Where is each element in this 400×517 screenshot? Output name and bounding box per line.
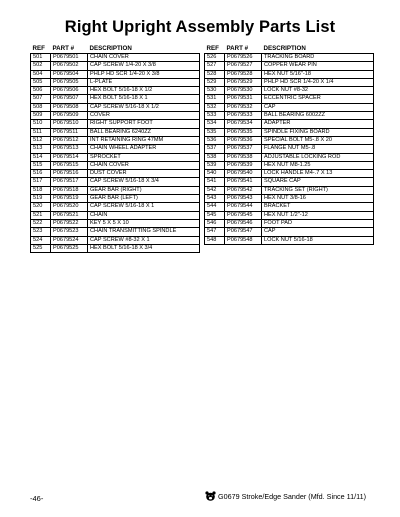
- ref-cell: 514: [31, 153, 51, 161]
- ref-cell: 546: [205, 219, 225, 227]
- ref-cell: 523: [31, 228, 51, 236]
- part-number-cell: P0679535: [225, 128, 262, 136]
- ref-cell: 541: [205, 178, 225, 186]
- table-row: [205, 186, 374, 194]
- ref-header: REF: [32, 45, 45, 52]
- ref-cell: 517: [31, 178, 51, 186]
- part-header: PART #: [52, 45, 75, 52]
- description-cell: GEAR BAR (LEFT): [88, 195, 200, 203]
- ref-cell: 525: [31, 244, 51, 252]
- ref-cell: 506: [31, 87, 51, 95]
- description-cell: CAP SCREW 1/4-20 X 3/8: [88, 62, 200, 70]
- part-number-cell: P0679541: [225, 178, 262, 186]
- table-row: [31, 87, 200, 95]
- document-title: G0679 Stroke/Edge Sander (Mfd. Since 11/11): [218, 492, 366, 501]
- table-row: [205, 236, 374, 244]
- ref-cell: 501: [31, 54, 51, 62]
- ref-cell: 510: [31, 120, 51, 128]
- description-cell: CAP: [262, 103, 374, 111]
- table-row: [205, 54, 374, 62]
- table-row: [31, 211, 200, 219]
- description-cell: TRACKING BOARD: [262, 54, 374, 62]
- table-row: [205, 219, 374, 227]
- ref-cell: 531: [205, 95, 225, 103]
- part-number-cell: P0679536: [225, 136, 262, 144]
- description-cell: CHAIN WHEEL ADAPTER: [88, 145, 200, 153]
- table-row: [31, 236, 200, 244]
- ref-cell: 532: [205, 103, 225, 111]
- part-number-cell: P0679514: [51, 153, 88, 161]
- table-header-row: [205, 45, 374, 54]
- description-cell: CHAIN: [88, 211, 200, 219]
- description-cell: BALL BEARING 6240ZZ: [88, 128, 200, 136]
- ref-cell: 512: [31, 136, 51, 144]
- description-cell: LOCK HANDLE M4-.7 X 13: [262, 170, 374, 178]
- part-number-cell: P0679540: [225, 170, 262, 178]
- part-number-cell: P0679509: [51, 112, 88, 120]
- parts-table-left: [30, 45, 199, 253]
- table-row: [31, 161, 200, 169]
- part-number-cell: P0679507: [51, 95, 88, 103]
- table-row: [205, 112, 374, 120]
- description-cell: PHLP HD SCR 1/4-20 X 1/4: [262, 78, 374, 86]
- part-number-cell: P0679517: [51, 178, 88, 186]
- part-number-cell: P0679513: [51, 145, 88, 153]
- part-number-cell: P0679538: [225, 153, 262, 161]
- page-number: -46-: [30, 494, 44, 503]
- description-cell: GEAR BAR (RIGHT): [88, 186, 200, 194]
- description-cell: INT RETAINING RING 47MM: [88, 136, 200, 144]
- part-number-cell: P0679543: [225, 195, 262, 203]
- ref-cell: 504: [31, 70, 51, 78]
- ref-cell: 539: [205, 161, 225, 169]
- ref-cell: 509: [31, 112, 51, 120]
- part-number-cell: P0679512: [51, 136, 88, 144]
- table-row: [205, 228, 374, 236]
- description-cell: FLANGE NUT M5-.8: [262, 145, 374, 153]
- table-row: [31, 178, 200, 186]
- description-cell: ADJUSTABLE LOCKING ROD: [262, 153, 374, 161]
- table-row: [205, 145, 374, 153]
- ref-cell: 534: [205, 120, 225, 128]
- table-row: [31, 112, 200, 120]
- ref-cell: 533: [205, 112, 225, 120]
- description-cell: ADAPTER: [262, 120, 374, 128]
- description-cell: CAP SCREW 5/16-18 X 1: [88, 203, 200, 211]
- grizzly-bear-logo-icon: [205, 491, 216, 501]
- description-cell: CAP: [262, 228, 374, 236]
- table-row: [205, 161, 374, 169]
- table-row: [31, 186, 200, 194]
- ref-cell: 505: [31, 78, 51, 86]
- table-row: [205, 136, 374, 144]
- part-number-cell: P0679547: [225, 228, 262, 236]
- part-number-cell: P0679515: [51, 161, 88, 169]
- part-number-cell: P0679529: [225, 78, 262, 86]
- ref-cell: 530: [205, 87, 225, 95]
- ref-cell: 519: [31, 195, 51, 203]
- part-number-cell: P0679504: [51, 70, 88, 78]
- table-header-row: [31, 45, 200, 54]
- part-number-cell: P0679548: [225, 236, 262, 244]
- description-cell: BALL BEARING 6002ZZ: [262, 112, 374, 120]
- part-number-cell: P0679518: [51, 186, 88, 194]
- description-cell: COVER: [88, 112, 200, 120]
- ref-cell: 527: [205, 62, 225, 70]
- part-number-cell: P0679545: [225, 211, 262, 219]
- ref-cell: 513: [31, 145, 51, 153]
- table-row: [205, 195, 374, 203]
- part-number-cell: P0679519: [51, 195, 88, 203]
- table-row: [205, 87, 374, 95]
- description-cell: SQUARE CAP: [262, 178, 374, 186]
- table-row: [31, 78, 200, 86]
- table-row: [31, 145, 200, 153]
- table-row: [31, 228, 200, 236]
- part-number-cell: P0679501: [51, 54, 88, 62]
- ref-cell: 540: [205, 170, 225, 178]
- table-row: [205, 203, 374, 211]
- description-cell: HEX NUT M8-1.25: [262, 161, 374, 169]
- description-cell: DUST COVER: [88, 170, 200, 178]
- table-row: [31, 219, 200, 227]
- description-cell: CAP SCREW #8-32 X 1: [88, 236, 200, 244]
- table-row: [31, 244, 200, 252]
- part-number-cell: P0679522: [51, 219, 88, 227]
- ref-cell: 537: [205, 145, 225, 153]
- part-number-cell: P0679539: [225, 161, 262, 169]
- part-number-cell: P0679537: [225, 145, 262, 153]
- part-number-cell: P0679528: [225, 70, 262, 78]
- part-number-cell: P0679508: [51, 103, 88, 111]
- table-row: [205, 70, 374, 78]
- description-cell: SPINDLE FIXING BOARD: [262, 128, 374, 136]
- table-row: [205, 211, 374, 219]
- ref-cell: 520: [31, 203, 51, 211]
- description-header: DESCRIPTION: [263, 45, 306, 52]
- ref-cell: 507: [31, 95, 51, 103]
- description-cell: HEX NUT 3/8-16: [262, 195, 374, 203]
- description-cell: TRACKING SET (RIGHT): [262, 186, 374, 194]
- description-cell: CHAIN COVER: [88, 54, 200, 62]
- ref-cell: 511: [31, 128, 51, 136]
- part-number-cell: P0679520: [51, 203, 88, 211]
- description-cell: COPPER WEAR PIN: [262, 62, 374, 70]
- table-row: [205, 120, 374, 128]
- table-row: [31, 203, 200, 211]
- part-number-cell: P0679531: [225, 95, 262, 103]
- table-row: [31, 136, 200, 144]
- ref-cell: 529: [205, 78, 225, 86]
- table-row: [31, 195, 200, 203]
- ref-cell: 526: [205, 54, 225, 62]
- parts-table-right-body: [205, 54, 374, 245]
- description-cell: HEX BOLT 5/16-18 X 1/2: [88, 87, 200, 95]
- ref-cell: 542: [205, 186, 225, 194]
- description-cell: CHAIN TRANSMITTING SPINDLE: [88, 228, 200, 236]
- ref-cell: 524: [31, 236, 51, 244]
- table-row: [205, 178, 374, 186]
- ref-cell: 536: [205, 136, 225, 144]
- table-row: [205, 95, 374, 103]
- description-cell: L-PLATE: [88, 78, 200, 86]
- ref-cell: 535: [205, 128, 225, 136]
- ref-cell: 538: [205, 153, 225, 161]
- part-number-cell: P0679544: [225, 203, 262, 211]
- table-row: [205, 128, 374, 136]
- table-row: [31, 95, 200, 103]
- description-cell: LOCK NUT #8-32: [262, 87, 374, 95]
- part-number-cell: P0679534: [225, 120, 262, 128]
- part-number-cell: P0679546: [225, 219, 262, 227]
- parts-table-right: [204, 45, 373, 245]
- description-cell: BRACKET: [262, 203, 374, 211]
- description-cell: HEX NUT 1/2"-12: [262, 211, 374, 219]
- description-cell: RIGHT SUPPORT FOOT: [88, 120, 200, 128]
- table-row: [205, 170, 374, 178]
- description-cell: PHLP HD SCR 1/4-20 X 3/8: [88, 70, 200, 78]
- part-number-cell: P0679533: [225, 112, 262, 120]
- ref-cell: 544: [205, 203, 225, 211]
- ref-cell: 547: [205, 228, 225, 236]
- table-row: [31, 120, 200, 128]
- table-row: [31, 70, 200, 78]
- table-row: [205, 62, 374, 70]
- description-cell: FOOT PAD: [262, 219, 374, 227]
- table-row: [205, 78, 374, 86]
- ref-cell: 515: [31, 161, 51, 169]
- part-number-cell: P0679542: [225, 186, 262, 194]
- description-header: DESCRIPTION: [89, 45, 132, 52]
- ref-cell: 543: [205, 195, 225, 203]
- part-header: PART #: [226, 45, 249, 52]
- ref-cell: 548: [205, 236, 225, 244]
- ref-cell: 502: [31, 62, 51, 70]
- part-number-cell: P0679523: [51, 228, 88, 236]
- table-row: [31, 128, 200, 136]
- description-cell: KEY 5 X 5 X 10: [88, 219, 200, 227]
- ref-header: REF: [206, 45, 219, 52]
- description-cell: LOCK NUT 5/16-18: [262, 236, 374, 244]
- table-row: [205, 153, 374, 161]
- part-number-cell: P0679524: [51, 236, 88, 244]
- ref-cell: 522: [31, 219, 51, 227]
- description-cell: ECCENTRIC SPACER: [262, 95, 374, 103]
- description-cell: CHAIN COVER: [88, 161, 200, 169]
- ref-cell: 516: [31, 170, 51, 178]
- description-cell: SPECIAL BOLT M5-.8 X 20: [262, 136, 374, 144]
- ref-cell: 521: [31, 211, 51, 219]
- ref-cell: 518: [31, 186, 51, 194]
- part-number-cell: P0679530: [225, 87, 262, 95]
- description-cell: SPROCKET: [88, 153, 200, 161]
- description-cell: HEX BOLT 5/16-18 X 1: [88, 95, 200, 103]
- part-number-cell: P0679525: [51, 244, 88, 252]
- part-number-cell: P0679505: [51, 78, 88, 86]
- table-row: [31, 153, 200, 161]
- description-cell: CAP SCREW 5/16-18 X 3/4: [88, 178, 200, 186]
- table-row: [31, 103, 200, 111]
- ref-cell: 528: [205, 70, 225, 78]
- description-cell: HEX BOLT 5/16-18 X 3/4: [88, 244, 200, 252]
- part-number-cell: P0679532: [225, 103, 262, 111]
- part-number-cell: P0679526: [225, 54, 262, 62]
- table-row: [205, 103, 374, 111]
- table-row: [31, 54, 200, 62]
- ref-cell: 508: [31, 103, 51, 111]
- part-number-cell: P0679521: [51, 211, 88, 219]
- parts-table-left-body: [31, 54, 200, 253]
- page-title: Right Upright Assembly Parts List: [64, 18, 336, 36]
- part-number-cell: P0679506: [51, 87, 88, 95]
- table-row: [31, 170, 200, 178]
- description-cell: CAP SCREW 5/16-18 X 1/2: [88, 103, 200, 111]
- part-number-cell: P0679516: [51, 170, 88, 178]
- part-number-cell: P0679502: [51, 62, 88, 70]
- part-number-cell: P0679510: [51, 120, 88, 128]
- part-number-cell: P0679527: [225, 62, 262, 70]
- description-cell: HEX NUT 5/16"-18: [262, 70, 374, 78]
- table-row: [31, 62, 200, 70]
- part-number-cell: P0679511: [51, 128, 88, 136]
- ref-cell: 545: [205, 211, 225, 219]
